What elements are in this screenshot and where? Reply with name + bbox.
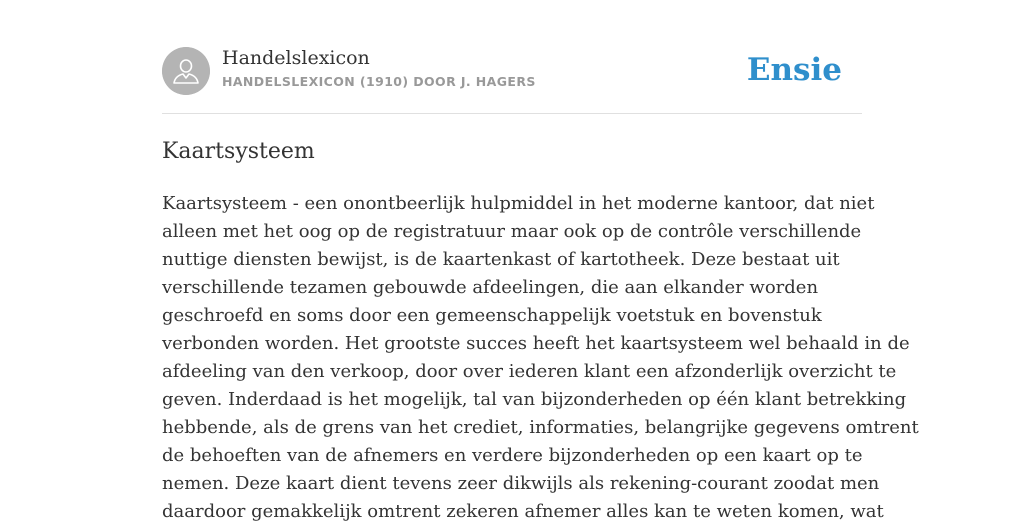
article-title: Kaartsysteem <box>162 139 315 164</box>
body-line: de behoeften van de afnemers en verdere bijzonderheden op een kaart op te <box>162 445 863 466</box>
body-line: daardoor gemakkelijk omtrent zekeren afnemer alles kan te weten komen, wat <box>162 501 884 522</box>
body-line: nuttige diensten bewijst, is de kaartenkast of kartotheek. Deze bestaat uit <box>162 249 840 270</box>
user-icon[interactable] <box>162 47 210 95</box>
body-line: nemen. Deze kaart dient tevens zeer dikwijls als rekening-courant zoodat men <box>162 473 880 494</box>
ensie-logo[interactable]: Ensie <box>746 52 842 88</box>
body-line: verschillende tezamen gebouwde afdeelingen, die aan elkander worden <box>162 277 819 298</box>
source-subtitle[interactable]: HANDELSLEXICON (1910) DOOR J. HAGERS <box>222 74 536 89</box>
body-line: verbonden worden. Het grootste succes heeft het kaartsysteem wel behaald in de <box>162 333 910 354</box>
source-name[interactable]: Handelslexicon <box>222 47 370 69</box>
article-body <box>162 190 919 526</box>
body-line: hebbende, als de grens van het crediet, informaties, belangrijke gegevens omtrent <box>162 417 919 438</box>
body-line: alleen met het oog op de registratuur maar ook op de contrôle verschillende <box>162 221 862 242</box>
source-header <box>162 46 862 96</box>
article-page <box>162 0 919 522</box>
body-line: Kaartsysteem - een onontbeerlijk hulpmiddel in het moderne kantoor, dat niet <box>162 193 875 214</box>
header-divider <box>162 113 862 114</box>
body-line: geven. Inderdaad is het mogelijk, tal van bijzonderheden op één klant betrekking <box>162 389 907 410</box>
body-line: geschroefd en soms door een gemeenschappelijk voetstuk en bovenstuk <box>162 305 822 326</box>
body-line: afdeeling van den verkoop, door over iederen klant een afzonderlijk overzicht te <box>162 361 897 382</box>
